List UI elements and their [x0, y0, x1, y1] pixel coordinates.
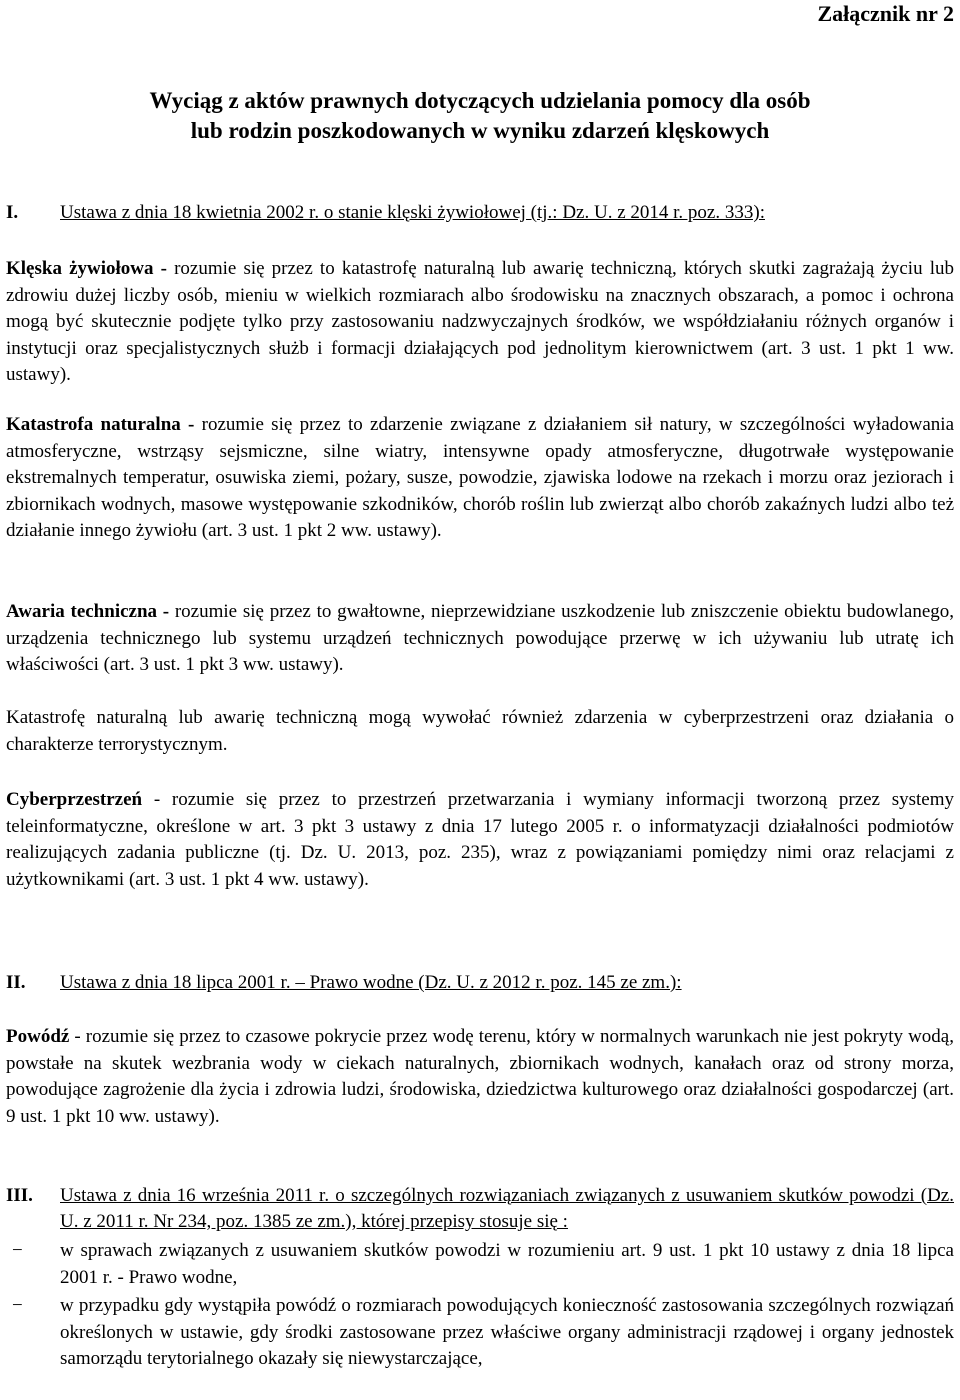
- definition-powodz: [6, 1024, 954, 1130]
- section-number: III.: [6, 1185, 33, 1206]
- definition-cyberprzestrzen: [6, 787, 954, 893]
- document-title-line-1: Wyciąg z aktów prawnych dotyczących udzielania pomocy dla osób: [149, 88, 811, 113]
- definition-term: Klęska żywiołowa -: [6, 258, 167, 279]
- definition-text: rozumie się przez to gwałtowne, nieprzewidziane uszkodzenie lub zniszczenie obiektu budowlanego, urządzenia technicznego lub systemu urządzeń technicznych powodujące przerwę w ich używaniu lub utratę ich właściwości (art. 3 ust. 1 pkt 3 ww. ustawy).: [6, 601, 954, 675]
- definition-text: - rozumie się przez to czasowe pokrycie przez wodę terenu, który w normalnych warunkach nie jest pokryty wodą, powstałe na skutek wezbrania wody w ciekach naturalnych, zbiornikach wodnych, kanałach oraz od strony morza, powodujące zagrożenie dla życia i zdrowia ludzi, środowiska, dziedzictwa kulturowego oraz działalności gospodarczej (art. 9 ust. 1 pkt 10 ww. ustawy).: [6, 1026, 954, 1127]
- dash-bullet-icon: −: [12, 1240, 23, 1261]
- definition-term: Powódź: [6, 1026, 70, 1047]
- section-number: II.: [6, 972, 26, 993]
- list-item: [6, 1238, 954, 1291]
- paragraph-cyber-terror-note: [6, 705, 954, 758]
- definition-text: rozumie się przez to zdarzenie związane z działaniem sił natury, w szczególności wyładowania atmosferyczne, wstrząsy sejsmiczne, silne wiatry, intensywne opady atmosferyczne, długotrwałe występowanie ekstremalnych temperatur, osuwiska ziemi, pożary, susze, powodzie, zjawiska lodowe na rzekach i morzu oraz jeziorach i zbiornikach wodnych, masowe występowanie szkodników, chorób roślin lub zwierząt albo chorób zakaźnych ludzi albo też działanie innego żywiołu (art. 3 ust. 1 pkt 2 ww. ustawy).: [6, 414, 954, 541]
- section-title: Ustawa z dnia 18 kwietnia 2002 r. o stanie klęski żywiołowej (tj.: Dz. U. z 2014 r. poz. 333):: [60, 202, 765, 223]
- definition-katastrofa-naturalna: [6, 412, 954, 545]
- document-title-line-2: lub rodzin poszkodowanych w wyniku zdarzeń klęskowych: [190, 118, 770, 143]
- applicability-list: [6, 1238, 954, 1373]
- paragraph-text: Katastrofę naturalną lub awarię techniczną mogą wywołać również zdarzenia w cyberprzestrzeni oraz działania o charakterze terrorystycznym.: [6, 707, 954, 755]
- definition-text: - rozumie się przez to przestrzeń przetwarzania i wymiany informacji tworzoną przez systemy teleinformatyczne, określone w art. 3 pkt 3 ustawy z dnia 17 lutego 2005 r. o informatyzacji działalności podmiotów realizujących zadania publiczne (tj. Dz. U. 2013, poz. 235), wraz z powiązaniami pomiędzy nimi oraz relacjami z użytkownikami (art. 3 ust. 1 pkt 4 ww. ustawy).: [6, 789, 954, 890]
- definition-term: Cyberprzestrzeń: [6, 789, 143, 810]
- definition-kleska-zywiolowa: [6, 256, 954, 389]
- section-number: I.: [6, 202, 19, 223]
- list-item: [6, 1293, 954, 1373]
- document-title: [0, 86, 960, 146]
- definition-text: rozumie się przez to katastrofę naturalną lub awarię techniczną, których skutki zagrażają życiu lub zdrowiu dużej liczby osób, mieniu w wielkich rozmiarach albo środowisku na znacznych obszarach, a pomoc i ochrona mogą być skutecznie podjęte tylko przy zastosowaniu nadzwyczajnych środków, we współdziałaniu różnych organów i instytucji oraz specjalistycznych służb i formacji działających pod jednolitym kierownictwem (art. 3 ust. 1 pkt 1 ww. ustawy).: [6, 258, 954, 385]
- definition-term: Katastrofa naturalna -: [6, 414, 195, 435]
- section-title: Ustawa z dnia 18 lipca 2001 r. – Prawo wodne (Dz. U. z 2012 r. poz. 145 ze zm.):: [60, 972, 682, 993]
- section-title: Ustawa z dnia 16 września 2011 r. o szczególnych rozwiązaniach związanych z usuwaniem skutków powodzi (Dz. U. z 2011 r. Nr 234, poz. 1385 ze zm.), której przepisy stosuje się :: [60, 1185, 954, 1232]
- definition-awaria-techniczna: [6, 599, 954, 679]
- definition-term: Awaria techniczna -: [6, 601, 170, 622]
- section-2-heading: [6, 970, 954, 996]
- list-item-text: w sprawach związanych z usuwaniem skutków powodzi w rozumieniu art. 9 ust. 1 pkt 10 ustawy z dnia 18 lipca 2001 r. - Prawo wodne,: [60, 1240, 954, 1288]
- section-3-heading: [6, 1183, 954, 1235]
- annex-label: Załącznik nr 2: [817, 1, 954, 26]
- dash-bullet-icon: −: [12, 1295, 23, 1316]
- list-item-text: w przypadku gdy wystąpiła powódź o rozmiarach powodujących konieczność zastosowania szczególnych rozwiązań określonych w ustawie, gdy środki zastosowane przez właściwe organy administracji rządowej i organy jednostek samorządu terytorialnego okazały się niewystarczające,: [60, 1295, 954, 1369]
- section-1-heading: [6, 200, 954, 226]
